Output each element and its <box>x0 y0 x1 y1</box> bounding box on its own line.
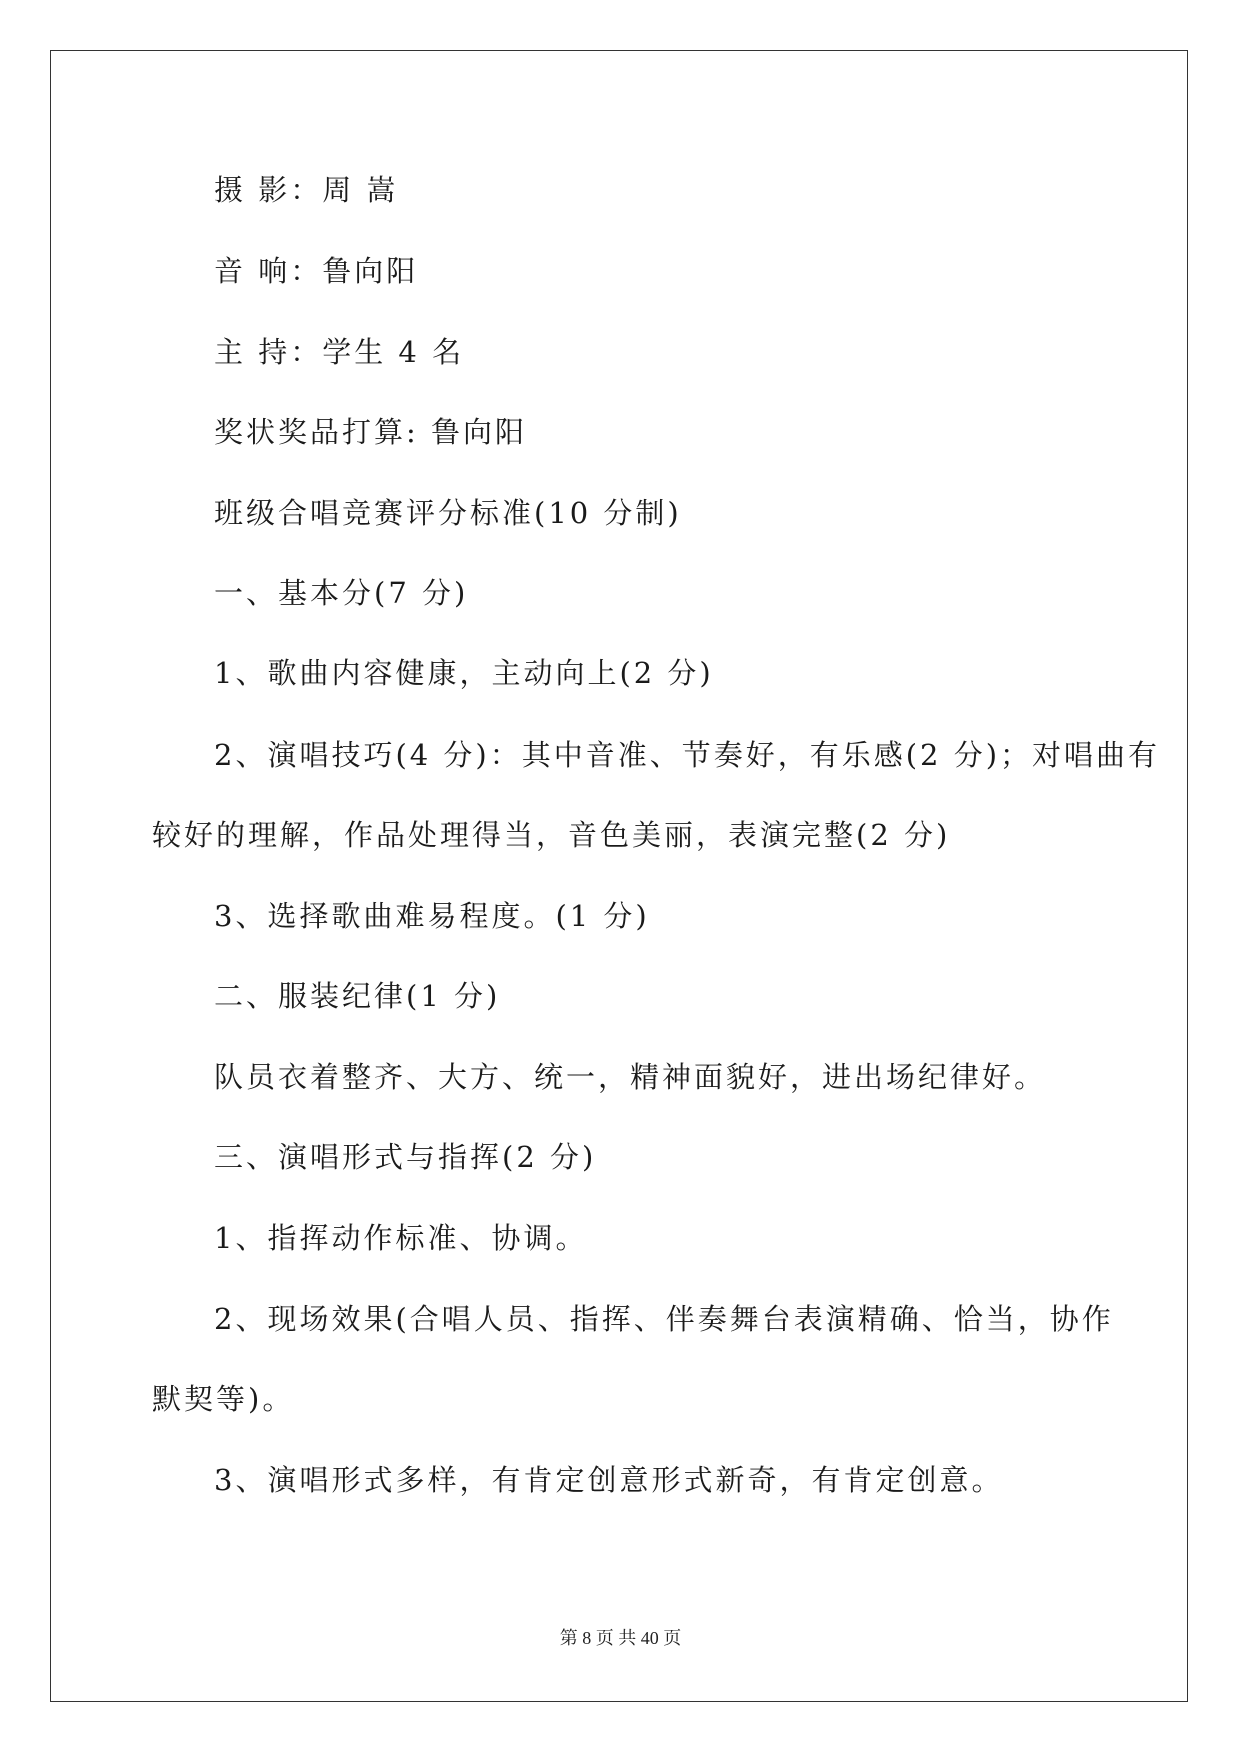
list-item: 1、指挥动作标准、协调。 <box>214 1221 588 1255</box>
list-item: 3、选择歌曲难易程度。(1 分) <box>214 899 650 933</box>
section-heading-basic: 一、基本分(7 分) <box>214 576 469 610</box>
paragraph-dress-detail: 队员衣着整齐、大方、统一，精神面貌好，进出场纪律好。 <box>214 1060 1047 1094</box>
paragraph-scoring-title: 班级合唱竞赛评分标准(10 分制) <box>214 496 682 530</box>
paragraph-photography: 摄 影：周 嵩 <box>214 173 399 207</box>
paragraph-host: 主 持：学生 4 名 <box>214 335 465 369</box>
page-border <box>50 50 1188 1702</box>
list-item-continuation: 较好的理解，作品处理得当，音色美丽，表演完整(2 分) <box>152 818 951 852</box>
list-item: 1、歌曲内容健康，主动向上(2 分) <box>214 656 714 690</box>
list-item-continuation: 默契等)。 <box>152 1382 295 1416</box>
section-heading-dress: 二、服装纪律(1 分) <box>214 979 501 1013</box>
paragraph-awards: 奖状奖品打算: 鲁向阳 <box>214 415 527 449</box>
list-item: 2、现场效果(合唱人员、指挥、伴奏舞台表演精确、恰当，协作 <box>214 1302 1114 1336</box>
paragraph-sound: 音 响：鲁向阳 <box>214 254 419 288</box>
list-item: 2、演唱技巧(4 分)：其中音准、节奏好，有乐感(2 分)；对唱曲有 <box>214 738 1161 772</box>
list-item: 3、演唱形式多样，有肯定创意形式新奇，有肯定创意。 <box>214 1463 1004 1497</box>
section-heading-form: 三、演唱形式与指挥(2 分) <box>214 1140 597 1174</box>
page-number-footer: 第 8 页 共 40 页 <box>559 1628 682 1648</box>
